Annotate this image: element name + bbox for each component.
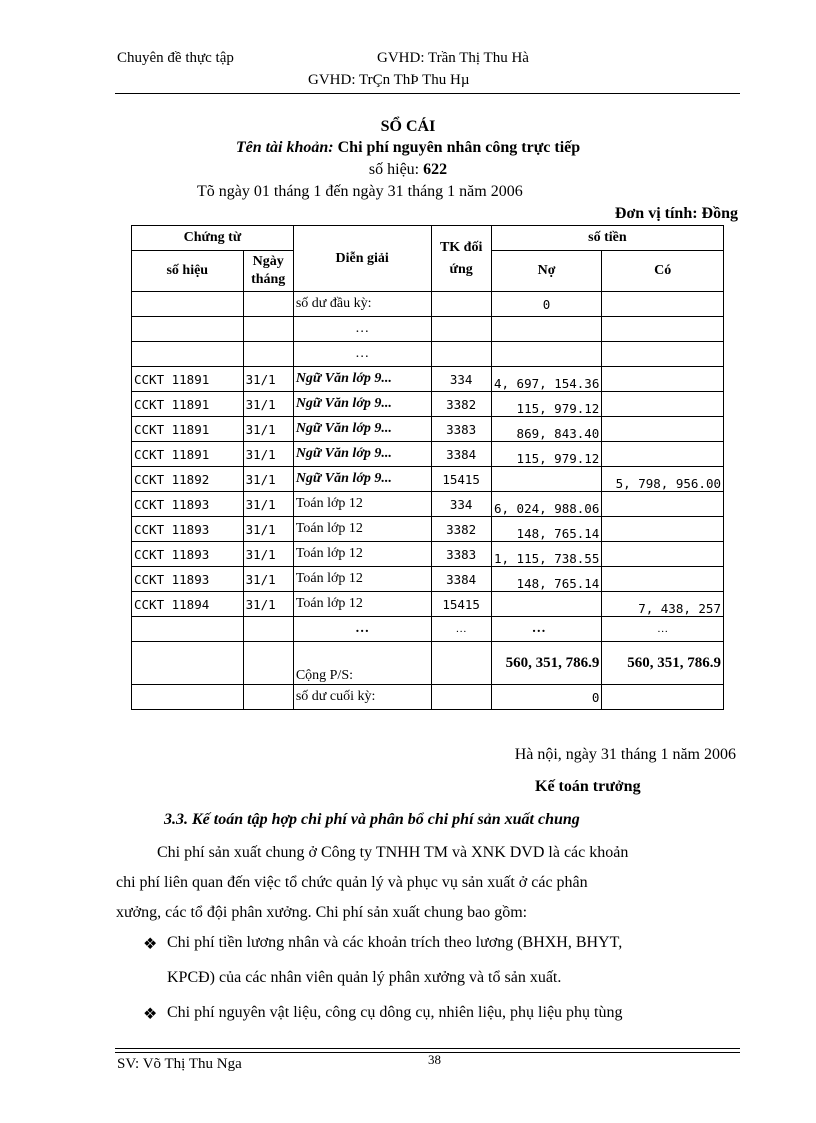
cell-dien-giai: Toán lớp 12: [293, 492, 431, 517]
opening-row: [132, 292, 724, 317]
total-co: 560, 351, 786.9: [602, 642, 724, 685]
ledger-row: [132, 467, 724, 492]
footer-rule: [115, 1048, 740, 1049]
cell-no: 115, 979.12: [491, 392, 602, 417]
code-line: [0, 161, 816, 179]
cell-tk: 334: [431, 492, 491, 517]
account-name: Chi phí nguyên nhân công trực tiếp: [337, 139, 581, 156]
col-so-tien: số tiền: [491, 226, 723, 251]
dots: …: [293, 342, 431, 367]
cell-ngay: 31/1: [243, 517, 293, 542]
signoff-date: Hà nội, ngày 31 tháng 1 năm 2006: [514, 746, 736, 763]
cell-dien-giai: Toán lớp 12: [293, 592, 431, 617]
dots-row-1: [132, 317, 724, 342]
cell-tk: 334: [431, 367, 491, 392]
cell-co: [602, 542, 724, 567]
unit: Đơn vị tính: Đồng: [614, 205, 738, 222]
cell-no: [491, 592, 602, 617]
cell-no: 869, 843.40: [491, 417, 602, 442]
ledger-row: [132, 542, 724, 567]
ledger-row: [132, 492, 724, 517]
ellipsis-co: …: [602, 617, 724, 642]
cell-co: [602, 567, 724, 592]
cell-no: 4, 697, 154.36: [491, 367, 602, 392]
footer-student: SV: Võ Thị Thu Nga: [117, 1056, 242, 1072]
cell-no: 148, 765.14: [491, 567, 602, 592]
cell-co: 5, 798, 956.00: [602, 467, 724, 492]
cell-dien-giai: Ngữ Văn lớp 9...: [293, 467, 431, 492]
closing-row: [132, 685, 724, 710]
cell-dien-giai: Ngữ Văn lớp 9...: [293, 392, 431, 417]
account-line: [0, 139, 816, 157]
closing-no: 0: [491, 685, 602, 710]
cell-tk: 3382: [431, 517, 491, 542]
col-tk-doi-ung: TK đối ứng: [431, 226, 491, 292]
cell-co: [602, 367, 724, 392]
cell-dien-giai: Ngữ Văn lớp 9...: [293, 367, 431, 392]
bullet-2-line-1: Chi phí nguyên vật liệu, công cụ dông cụ, nhiên liệu, phụ liệu phụ tùng: [167, 1004, 623, 1021]
cell-so-hieu: CCKT 11893: [132, 567, 244, 592]
header-rule: [115, 93, 740, 94]
signoff-role: Kế toán trưởng: [535, 778, 641, 795]
cell-co: [602, 417, 724, 442]
col-no: Nợ: [491, 251, 602, 292]
dots: …: [293, 317, 431, 342]
cell-dien-giai: Toán lớp 12: [293, 542, 431, 567]
cell-ngay: 31/1: [243, 567, 293, 592]
cell-co: 7, 438, 257: [602, 592, 724, 617]
cell-ngay: 31/1: [243, 542, 293, 567]
cell-dien-giai: Ngữ Văn lớp 9...: [293, 417, 431, 442]
cell-co: [602, 442, 724, 467]
section-heading: 3.3. Kế toán tập hợp chi phí và phân bổ chi phí sản xuất chung: [164, 811, 580, 828]
opening-label: số dư đầu kỳ:: [293, 292, 431, 317]
cell-tk: 3382: [431, 392, 491, 417]
col-so-hieu: số hiệu: [132, 251, 244, 292]
opening-no: 0: [491, 292, 602, 317]
header-row-1: [132, 226, 724, 251]
cell-so-hieu: CCKT 11891: [132, 367, 244, 392]
page-number: 38: [428, 1052, 441, 1067]
cell-ngay: 31/1: [243, 417, 293, 442]
cell-dien-giai: Ngữ Văn lớp 9...: [293, 442, 431, 467]
cell-so-hieu: CCKT 11891: [132, 417, 244, 442]
cell-ngay: 31/1: [243, 467, 293, 492]
ledger-title: SỔ CÁI: [380, 118, 436, 135]
cell-ngay: 31/1: [243, 442, 293, 467]
ledger-row: [132, 567, 724, 592]
cell-ngay: 31/1: [243, 392, 293, 417]
code-label: số hiệu:: [368, 161, 420, 178]
cell-co: [602, 517, 724, 542]
cell-so-hieu: CCKT 11892: [132, 467, 244, 492]
code-value: 622: [423, 161, 448, 178]
cell-no: 6, 024, 988.06: [491, 492, 602, 517]
cell-so-hieu: CCKT 11891: [132, 442, 244, 467]
header-subject: Chuyên đề thực tập: [117, 50, 234, 66]
cell-tk: 3383: [431, 417, 491, 442]
para-line-3: xưởng, các tổ đội phân xưởng. Chi phí sản xuất chung bao gồm:: [116, 904, 528, 921]
cell-tk: 15415: [431, 592, 491, 617]
cell-ngay: 31/1: [243, 592, 293, 617]
header-advisor-garbled: GVHD: TrÇn ThÞ Thu Hµ: [308, 72, 470, 88]
cell-tk: 15415: [431, 467, 491, 492]
cell-ngay: 31/1: [243, 367, 293, 392]
account-label: Tên tài khoản:: [235, 139, 334, 156]
ledger-row: [132, 517, 724, 542]
ledger-row: [132, 392, 724, 417]
ellipsis-no: …: [491, 617, 602, 642]
cell-so-hieu: CCKT 11893: [132, 517, 244, 542]
cell-dien-giai: Toán lớp 12: [293, 567, 431, 592]
col-co: Có: [602, 251, 724, 292]
ledger-table: [131, 225, 724, 710]
ledger-row: [132, 367, 724, 392]
col-ngay-thang: Ngày tháng: [243, 251, 293, 292]
ellipsis-row: [132, 617, 724, 642]
ledger-row: [132, 442, 724, 467]
cell-so-hieu: CCKT 11893: [132, 542, 244, 567]
ellipsis-dien-giai: …: [293, 617, 431, 642]
para-line-1: Chi phí sản xuất chung ở Công ty TNHH TM và XNK DVD là các khoản: [157, 844, 629, 861]
cell-ngay: 31/1: [243, 492, 293, 517]
total-no: 560, 351, 786.9: [491, 642, 602, 685]
para-line-2: chi phí liên quan đến việc tổ chức quản lý và phục vụ sản xuất ở các phân: [116, 874, 588, 891]
cell-so-hieu: CCKT 11893: [132, 492, 244, 517]
closing-label: số dư cuối kỳ:: [293, 685, 431, 710]
bullet-1-line-2: KPCĐ) của các nhân viên quản lý phân xưởng và tổ sản xuất.: [167, 969, 562, 986]
cell-dien-giai: Toán lớp 12: [293, 517, 431, 542]
cell-tk: 3384: [431, 567, 491, 592]
ledger-row: [132, 417, 724, 442]
cell-co: [602, 392, 724, 417]
cell-so-hieu: CCKT 11894: [132, 592, 244, 617]
ellipsis-tk: …: [431, 617, 491, 642]
cell-co: [602, 492, 724, 517]
header-advisor: GVHD: Trần Thị Thu Hà: [377, 50, 529, 66]
cell-tk: 3384: [431, 442, 491, 467]
bullet-1-line-1: Chi phí tiền lương nhân và các khoản trích theo lương (BHXH, BHYT,: [167, 934, 623, 951]
cell-so-hieu: CCKT 11891: [132, 392, 244, 417]
col-dien-giai: Diễn giải: [293, 226, 431, 292]
bullet-diamond-icon: ❖: [143, 936, 158, 953]
bullet-diamond-icon: ❖: [143, 1006, 158, 1023]
col-chung-tu: Chứng từ: [132, 226, 294, 251]
cell-no: [491, 467, 602, 492]
period: Tõ ngày 01 tháng 1 đến ngày 31 tháng 1 năm 2006: [197, 183, 523, 200]
cell-no: 115, 979.12: [491, 442, 602, 467]
dots-row-2: [132, 342, 724, 367]
cell-tk: 3383: [431, 542, 491, 567]
total-label: Cộng P/S:: [293, 642, 431, 685]
total-row: [132, 642, 724, 685]
cell-no: 148, 765.14: [491, 517, 602, 542]
cell-no: 1, 115, 738.55: [491, 542, 602, 567]
ledger-row: [132, 592, 724, 617]
